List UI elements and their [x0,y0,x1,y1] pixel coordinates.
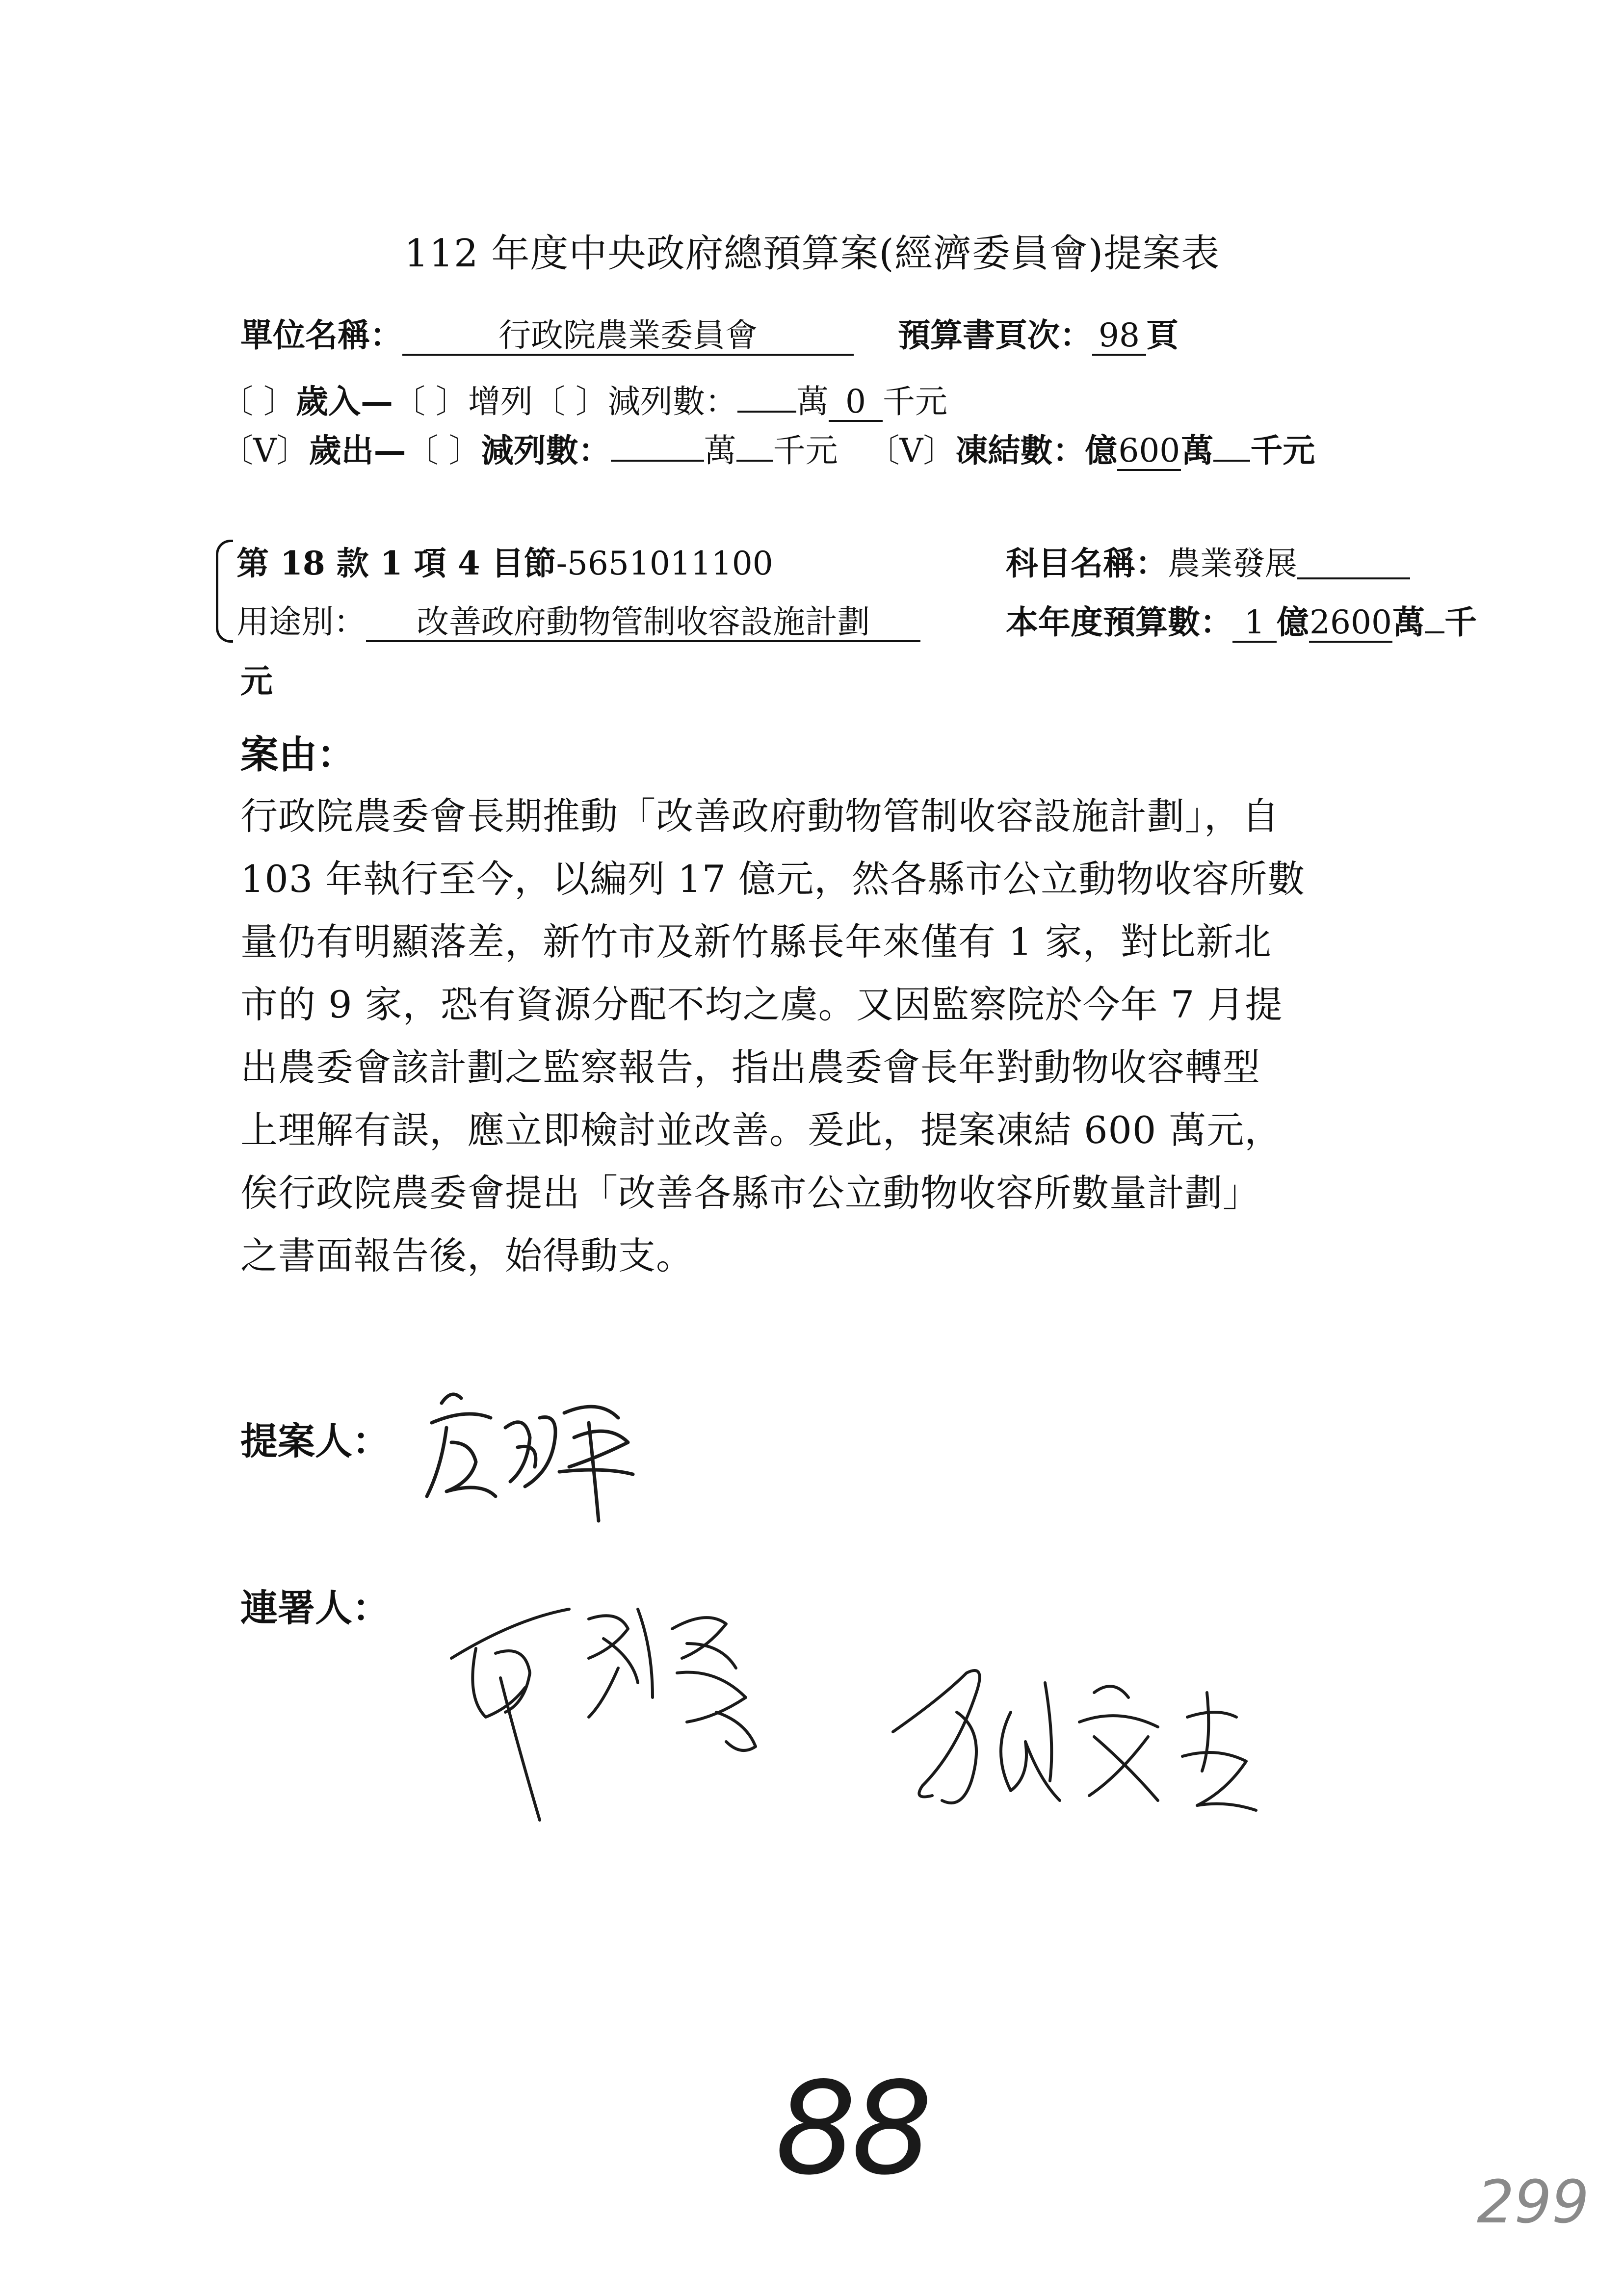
subject-underline [1297,547,1410,579]
page-ref-label: 預算書頁次： [898,316,1092,354]
handwritten-page-number: 88 [775,2055,928,2203]
page-ref-value: 98 [1092,319,1146,356]
cosigner-signature-2 [883,1653,1285,1830]
expenditure-cut-checkbox: 〔 〕 [406,432,481,470]
freeze-qian-unit: 千元 [1250,431,1315,470]
expenditure-label: 歲出— [309,431,406,470]
item-code-row [236,544,773,582]
reason-line: 俟行政院農委會提出「改善各縣市公立動物收容所數量計劃」 [240,1171,1260,1215]
cosigner-signature-1 [442,1590,834,1845]
reason-line: 市的 9 家，恐有資源分配不均之虞。又因監察院於今年 7 月提 [240,983,1283,1026]
reason-body [240,785,1447,1287]
reason-line: 上理解有誤，應立即檢討並改善。爰此，提案凍結 600 萬元， [240,1108,1283,1152]
freeze-label: 凍結數： [955,431,1085,470]
expenditure-checkbox: 〔V〕 [221,432,309,470]
revenue-cut-checkbox: 〔 〕 [532,383,608,420]
budget-wan-unit: 萬 [1392,603,1425,641]
purpose-label: 用途別： [236,603,366,641]
item-bracket [216,540,233,643]
budget-wan-value: 2600 [1309,606,1392,643]
reason-line: 之書面報告後，始得動支。 [240,1234,694,1278]
budget-qian-unit: 千 [1444,603,1477,641]
revenue-wan-value [737,409,796,413]
subject-value: 農業發展 [1168,545,1297,582]
freeze-yi-unit: 億 [1085,431,1118,470]
revenue-qian-value: 0 [829,386,883,422]
purpose-value: 改善政府動物管制收容設施計劃 [366,606,920,642]
expenditure-qian-unit: 千元 [773,432,838,470]
cosigners-label: 連署人： [240,1586,390,1630]
budget-label: 本年度預算數： [1006,603,1232,641]
revenue-add-checkbox: 〔 〕 [393,383,468,420]
expenditure-qian-value [736,458,773,462]
reason-heading: 案由： [240,732,356,777]
budget-tail: 元 [240,662,273,700]
page-title: 112 年度中央政府總預算案(經濟委員會)提案表 [404,232,1220,276]
freeze-wan-unit: 萬 [1181,431,1214,470]
revenue-qian-unit: 千元 [882,383,947,420]
expenditure-wan-value [611,458,704,462]
budget-qian-value [1425,629,1444,633]
revenue-row [221,382,947,422]
budget-yi-unit: 億 [1277,603,1309,641]
item-code: 第 18 款 1 項 4 目節 [236,544,556,582]
expenditure-row [221,431,1315,471]
revenue-cut-label: 減列數： [607,383,737,420]
reason-line: 出農委會該計劃之監察報告，指出農委會長年對動物收容轉型 [240,1045,1260,1089]
reason-line: 行政院農委會長期推動「改善政府動物管制收容設施計劃」，自 [240,794,1280,838]
expenditure-wan-unit: 萬 [704,432,736,470]
budget-yi-value: 1 [1232,606,1277,643]
reason-line: 103 年執行至今，以編列 17 億元，然各縣市公立動物收容所數 [240,857,1306,901]
unit-row [240,316,1179,356]
freeze-qian-value [1213,458,1250,462]
page-ref-suffix: 頁 [1146,316,1179,354]
reason-line: 量仍有明顯落差，新竹市及新竹縣長年來僅有 1 家，對比新北 [240,920,1272,964]
revenue-label: 歲入— [295,382,393,420]
revenue-add-label: 增列 [468,383,533,420]
unit-label: 單位名稱： [240,316,402,354]
corner-page-number: 299 [1477,2168,1590,2237]
revenue-wan-unit: 萬 [796,383,829,420]
freeze-checkbox: 〔V〕 [867,432,956,470]
unit-value: 行政院農業委員會 [402,319,854,356]
item-code-number: -5651011100 [556,545,773,582]
subject-label: 科目名稱： [1006,544,1168,582]
expenditure-cut-label: 減列數： [481,431,611,470]
freeze-wan-value: 600 [1117,435,1181,471]
proposer-label: 提案人： [240,1419,390,1463]
subject-row [1006,544,1410,582]
revenue-checkbox: 〔 〕 [221,383,296,420]
budget-row [1006,603,1477,643]
proposer-signature [412,1369,657,1531]
purpose-row [236,603,920,642]
